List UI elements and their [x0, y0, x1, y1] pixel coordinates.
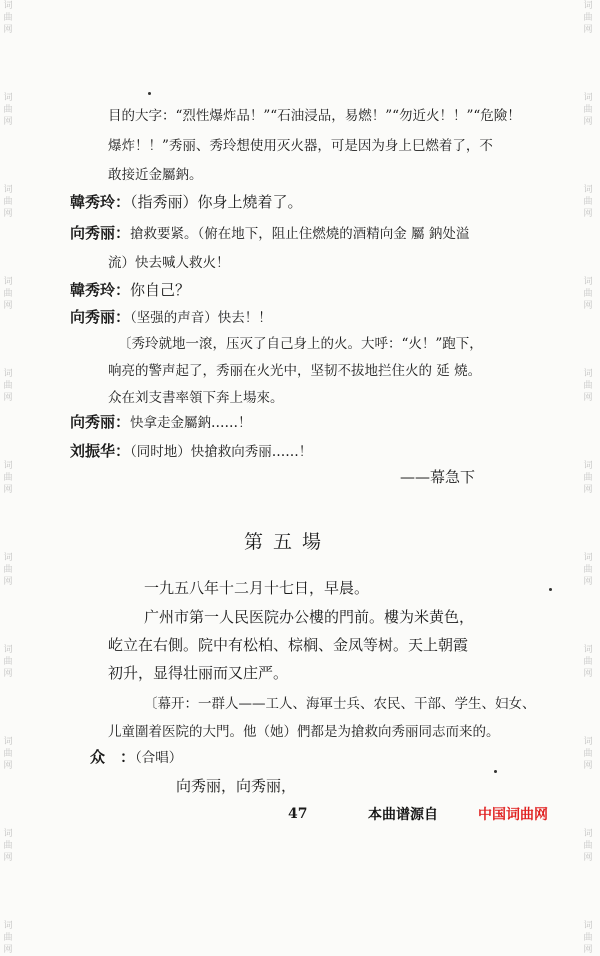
watermark-text: 词曲网: [3, 829, 13, 863]
speaker-name: 向秀丽：: [70, 308, 131, 326]
page-number: 47: [288, 806, 308, 822]
dialogue-text: 快拿走金屬鈉……！: [130, 415, 252, 431]
setting-line: 初升，显得壮丽而又庄严。: [108, 664, 289, 682]
dialogue-text: 你自己？: [130, 281, 191, 299]
watermark-column-right: [582, 0, 596, 955]
watermark-text: 词曲网: [583, 369, 593, 403]
speaker-name: 众 ：: [90, 748, 136, 766]
watermark-column-left: [2, 0, 16, 955]
watermark-text: 词曲网: [583, 737, 593, 771]
watermark-text: 词曲网: [583, 829, 593, 863]
dialogue-line: [70, 440, 312, 461]
song-line: 向秀丽，向秀丽，: [176, 777, 297, 795]
stage-direction-line: 〔秀玲就地一滾，压灭了自己身上的火。大呼：“火！”跑下，: [118, 336, 483, 352]
stage-direction-line: 众在刘支書率領下奔上場來。: [108, 390, 284, 406]
dialogue-text: 流）快去喊人救火！: [108, 255, 230, 271]
watermark-text: 词曲网: [3, 921, 13, 955]
watermark-text: 词曲网: [3, 277, 13, 311]
watermark-text: 词曲网: [583, 1, 593, 35]
stage-direction-line: 敢接近金屬鈉。: [108, 167, 203, 183]
dialogue-line: [70, 222, 469, 243]
dialogue-text: （同时地）快搶救向秀丽……！: [130, 444, 313, 460]
watermark-text: 词曲网: [3, 553, 13, 587]
chorus-line: [90, 746, 182, 767]
site-name: 中国词曲网: [478, 807, 548, 823]
speaker-name: 向秀丽：: [70, 224, 131, 242]
watermark-text: 词曲网: [583, 185, 593, 219]
setting-line: 一九五八年十二月十七日，早晨。: [144, 579, 370, 597]
speaker-name: 韓秀玲：: [70, 281, 131, 299]
stage-direction-line: 〔幕开：一群人——工人、海軍士兵、农民、干部、学生、妇女、: [144, 696, 536, 712]
watermark-text: 词曲网: [3, 461, 13, 495]
dialogue-text: 搶救要紧。（俯在地下，阻止住燃燒的酒精向金 屬 鈉处溢: [130, 226, 470, 242]
dialogue-line: [70, 191, 303, 212]
watermark-text: 词曲网: [583, 277, 593, 311]
watermark-text: 词曲网: [583, 553, 593, 587]
watermark-text: 词曲网: [583, 461, 593, 495]
watermark-text: 词曲网: [3, 645, 13, 679]
dialogue-line: [70, 306, 272, 327]
setting-line: 广州市第一人民医院办公樓的門前。樓为米黄色，: [144, 608, 475, 626]
scene-title: 第五場: [244, 531, 332, 553]
speaker-name: 刘振华：: [70, 442, 131, 460]
watermark-text: 词曲网: [3, 369, 13, 403]
stage-direction-line: 目的大字：“烈性爆炸品！”“石油浸品，易燃！”“勿近火！！”“危險！: [108, 108, 521, 124]
watermark-text: 词曲网: [3, 93, 13, 127]
speaker-name: 向秀丽：: [70, 413, 131, 431]
chorus-note: （合唱）: [135, 750, 183, 766]
dialogue-line: [108, 251, 230, 271]
curtain-direction: ——幕急下: [400, 468, 476, 486]
speaker-name: 韓秀玲：: [70, 193, 131, 211]
watermark-text: 词曲网: [3, 1, 13, 35]
watermark-text: 词曲网: [3, 185, 13, 219]
watermark-text: 词曲网: [583, 645, 593, 679]
dialogue-line: [70, 411, 252, 432]
watermark-text: 词曲网: [583, 93, 593, 127]
dialogue-text: （坚强的声音）快去！！: [130, 310, 272, 326]
stage-direction-line: 儿童圍着医院的大門。他（她）們都是为搶救向秀丽同志而来的。: [108, 724, 500, 740]
stage-direction-line: 爆炸！！”秀丽、秀玲想使用灭火器，可是因为身上巳燃着了，不: [108, 138, 493, 154]
dialogue-line: [70, 279, 190, 300]
setting-line: 屹立在右側。院中有松柏、棕榈、金凤等树。天上朝霞: [108, 636, 469, 654]
watermark-text: 词曲网: [3, 737, 13, 771]
scan-speck: [148, 92, 151, 95]
stage-direction-line: 响亮的警声起了，秀丽在火光中，坚韧不拔地拦住火的 延 燒。: [108, 363, 482, 379]
scan-speck: [549, 588, 552, 591]
watermark-text: 词曲网: [583, 921, 593, 955]
scan-speck: [494, 770, 497, 773]
source-label: 本曲谱源自: [368, 807, 438, 823]
dialogue-text: （指秀丽）你身上燒着了。: [130, 193, 303, 211]
